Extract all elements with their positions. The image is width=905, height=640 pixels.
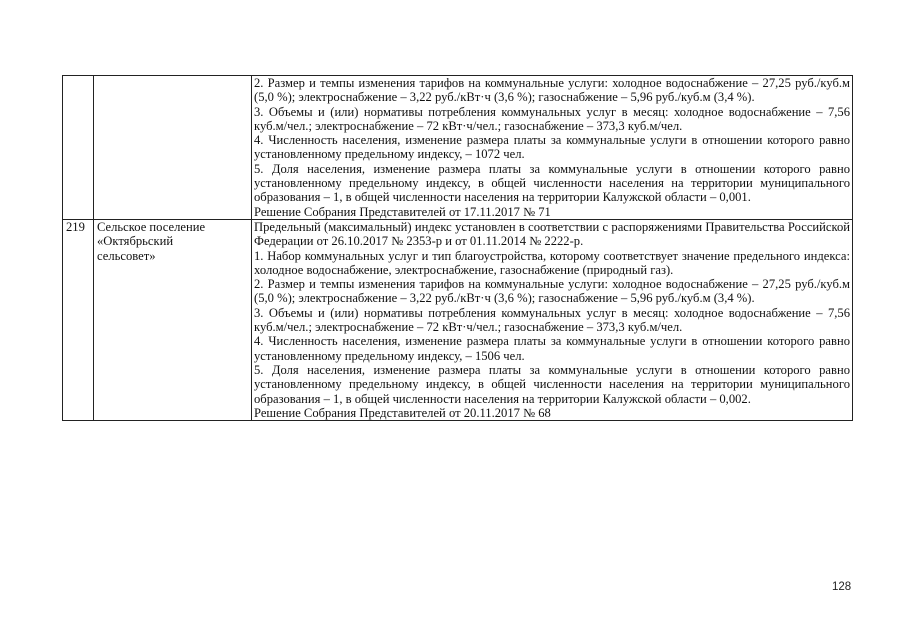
paragraph: 2. Размер и темпы изменения тарифов на коммунальные услуги: холодное водоснабжение – 27,25 руб./куб.м (5,0 %); электроснабжение – 3,22 руб./кВт·ч (3,6 %); газоснабжение – 5,96 руб./куб.м (3,4 %). bbox=[254, 277, 850, 306]
table-row bbox=[63, 76, 853, 220]
paragraph: Предельный (максимальный) индекс установлен в соответствии с распоряжениями Правительства Российской Федерации от 26.10.2017 № 2353-р и от 01.11.2014 № 2222-р. bbox=[254, 219, 850, 249]
decision-reference: Решение Собрания Представителей от 17.11.2017 № 71 bbox=[254, 204, 551, 219]
settlement-name-cell bbox=[94, 76, 252, 220]
paragraph: 5. Доля населения, изменение размера платы за коммунальные услуги в отношении которого равно установленному предельному индексу, в общей численности населения на территории муниципального образования – 1, в общей численности населения на территории Калужской области – 0,002. bbox=[254, 362, 850, 406]
paragraph: 1. Набор коммунальных услуг и тип благоустройства, которому соответствует значение предельного индекса: холодное водоснабжение, электроснабжение, газоснабжение (природный газ). bbox=[254, 248, 850, 277]
paragraph: 2. Размер и темпы изменения тарифов на коммунальные услуги: холодное водоснабжение – 27,25 руб./куб.м (5,0 %); электроснабжение – 3,22 руб./кВт·ч (3,6 %); газоснабжение – 5,96 руб./куб.м (3,4 %). bbox=[254, 76, 850, 105]
description-cell bbox=[252, 219, 853, 420]
document-table bbox=[62, 75, 853, 421]
row-number-cell: 219 bbox=[63, 219, 94, 420]
settlement-name-cell bbox=[94, 219, 252, 420]
description-cell bbox=[252, 76, 853, 220]
paragraph: 5. Доля населения, изменение размера платы за коммунальные услуги в отношении которого равно установленному предельному индексу, в общей численности населения на территории муниципального образования – 1, в общей численности населения на территории Калужской области – 0,001. bbox=[254, 161, 850, 205]
settlement-name-line: сельсовет» bbox=[97, 248, 156, 263]
table-row bbox=[63, 219, 853, 420]
paragraph: 4. Численность населения, изменение размера платы за коммунальные услуги в отношении которого равно установленному предельному индексу, – 1506 чел. bbox=[254, 334, 850, 363]
paragraph: 3. Объемы и (или) нормативы потребления коммунальных услуг в месяц: холодное водоснабжение – 7,56 куб.м/чел.; электроснабжение – 72 кВт·ч/чел.; газоснабжение – 373,3 куб.м/чел. bbox=[254, 104, 850, 133]
row-number-cell bbox=[63, 76, 94, 220]
decision-reference: Решение Собрания Представителей от 20.11.2017 № 68 bbox=[254, 405, 551, 420]
paragraph: 4. Численность населения, изменение размера платы за коммунальные услуги в отношении которого равно установленному предельному индексу, – 1072 чел. bbox=[254, 133, 850, 162]
page-number: 128 bbox=[832, 581, 852, 593]
paragraph: 3. Объемы и (или) нормативы потребления коммунальных услуг в месяц: холодное водоснабжение – 7,56 куб.м/чел.; электроснабжение – 72 кВт·ч/чел.; газоснабжение – 373,3 куб.м/чел. bbox=[254, 305, 850, 335]
settlement-name-line: Сельское поселение bbox=[97, 219, 206, 234]
settlement-name-line: «Октябрьский bbox=[97, 234, 174, 249]
